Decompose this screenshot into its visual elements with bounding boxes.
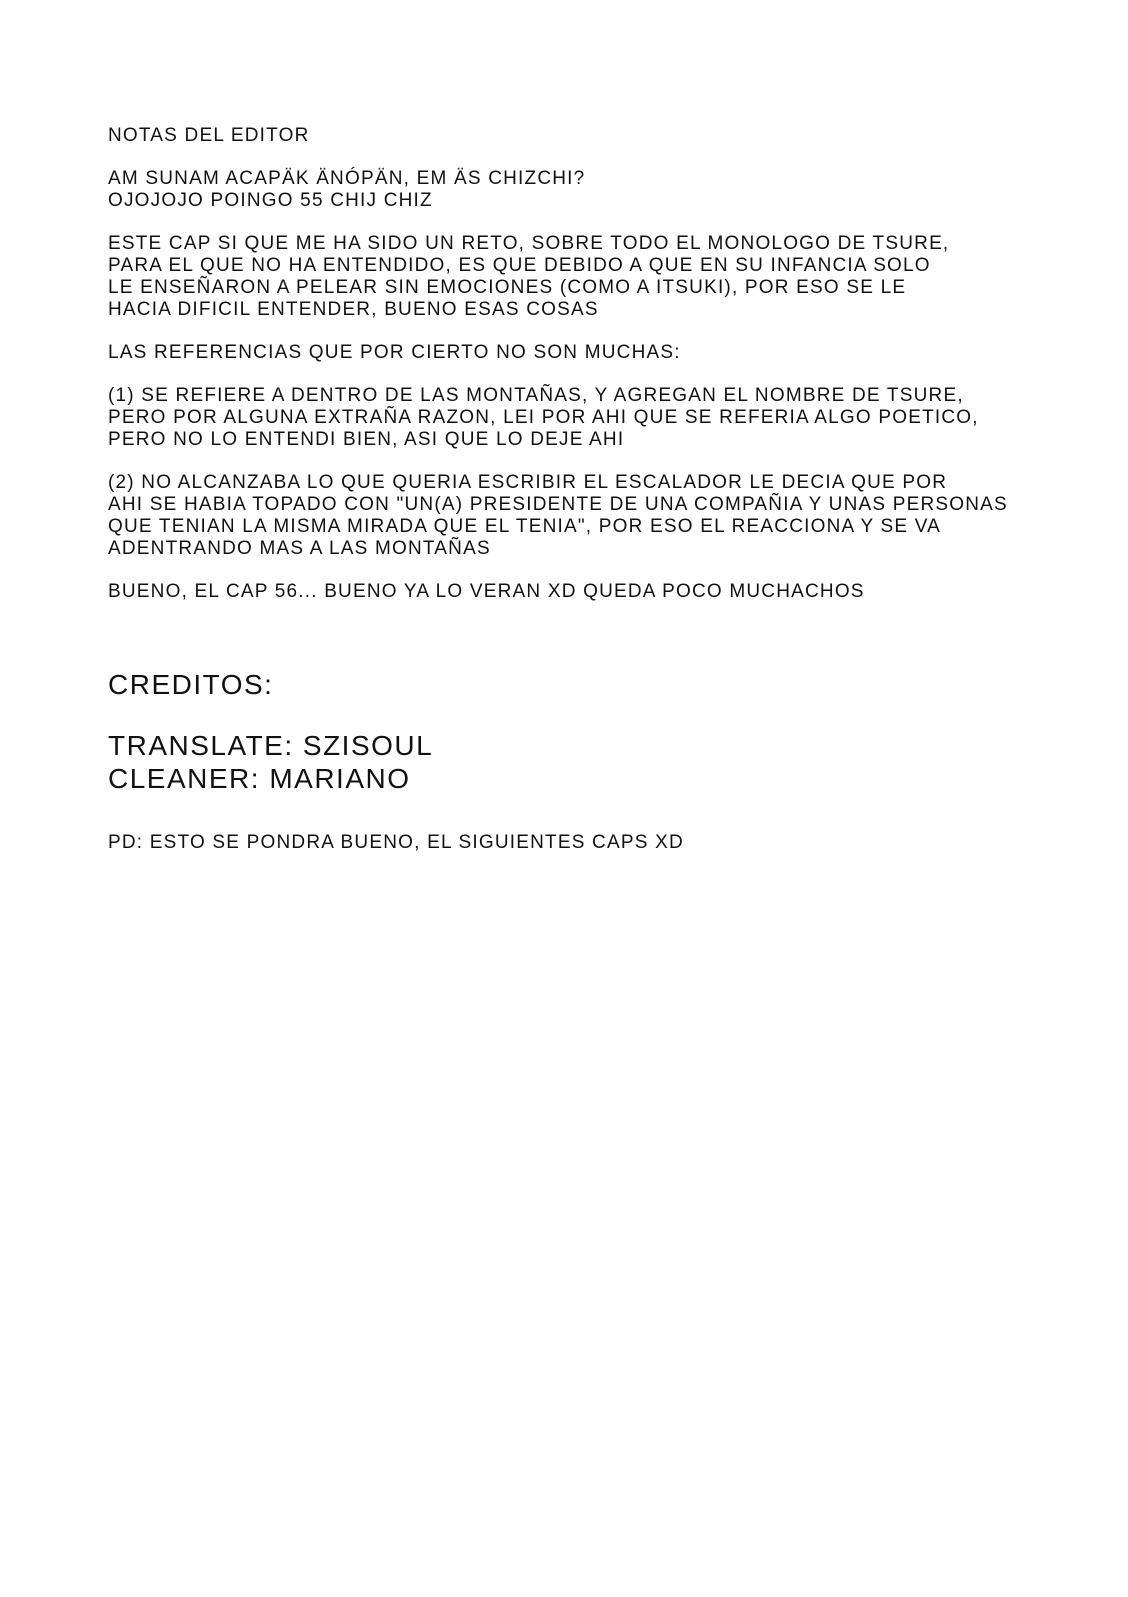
notes-line: LE ENSEÑARON A PELEAR SIN EMOCIONES (COMO A ITSUKI), POR ESO SE LE bbox=[108, 277, 907, 298]
notes-paragraph-1 bbox=[108, 168, 1068, 212]
notes-line: HACIA DIFICIL ENTENDER, BUENO ESAS COSAS bbox=[108, 299, 599, 320]
notes-line: AM SUNAM ACAPÄK ÄNÓPÄN, EM ÄS CHIZCHI? bbox=[108, 168, 586, 189]
notes-paragraph-4 bbox=[108, 385, 1068, 451]
notes-paragraph-3 bbox=[108, 342, 1068, 364]
notes-line: PARA EL QUE NO HA ENTENDIDO, ES QUE DEBIDO A QUE EN SU INFANCIA SOLO bbox=[108, 255, 931, 276]
postscript: PD: ESTO SE PONDRA BUENO, EL SIGUIENTES CAPS XD bbox=[108, 832, 684, 853]
notes-line: (2) NO ALCANZABA LO QUE QUERIA ESCRIBIR EL ESCALADOR LE DECIA QUE POR bbox=[108, 472, 948, 493]
editor-notes bbox=[108, 125, 1068, 624]
notes-paragraph-5 bbox=[108, 472, 1068, 560]
credits-title: CREDITOS: bbox=[108, 669, 274, 700]
notes-paragraph-6 bbox=[108, 581, 1068, 603]
notes-line: ESTE CAP SI QUE ME HA SIDO UN RETO, SOBRE TODO EL MONOLOGO DE TSURE, bbox=[108, 233, 950, 254]
credit-cleaner: CLEANER: MARIANO bbox=[108, 763, 411, 794]
notes-line: PERO NO LO ENTENDI BIEN, ASI QUE LO DEJE AHI bbox=[108, 429, 625, 450]
notes-line: QUE TENIAN LA MISMA MIRADA QUE EL TENIA", POR ESO EL REACCIONA Y SE VA bbox=[108, 516, 942, 537]
notes-line: LAS REFERENCIAS QUE POR CIERTO NO SON MUCHAS: bbox=[108, 342, 681, 363]
credits-section bbox=[108, 668, 1068, 795]
notes-heading: NOTAS DEL EDITOR bbox=[108, 125, 310, 146]
credit-translate: TRANSLATE: SZISOUL bbox=[108, 730, 434, 761]
notes-line: ADENTRANDO MAS A LAS MONTAÑAS bbox=[108, 538, 491, 559]
notes-line: PERO POR ALGUNA EXTRAÑA RAZON, LEI POR AHI QUE SE REFERIA ALGO POETICO, bbox=[108, 407, 979, 428]
notes-paragraph-2 bbox=[108, 233, 1068, 321]
notes-line: AHI SE HABIA TOPADO CON "UN(A) PRESIDENTE DE UNA COMPAÑIA Y UNAS PERSONAS bbox=[108, 494, 1008, 515]
notes-line: OJOJOJO POINGO 55 CHIJ CHIZ bbox=[108, 190, 433, 211]
notes-line: (1) SE REFIERE A DENTRO DE LAS MONTAÑAS, Y AGREGAN EL NOMBRE DE TSURE, bbox=[108, 385, 964, 406]
notes-line: BUENO, EL CAP 56... BUENO YA LO VERAN XD QUEDA POCO MUCHACHOS bbox=[108, 581, 865, 602]
